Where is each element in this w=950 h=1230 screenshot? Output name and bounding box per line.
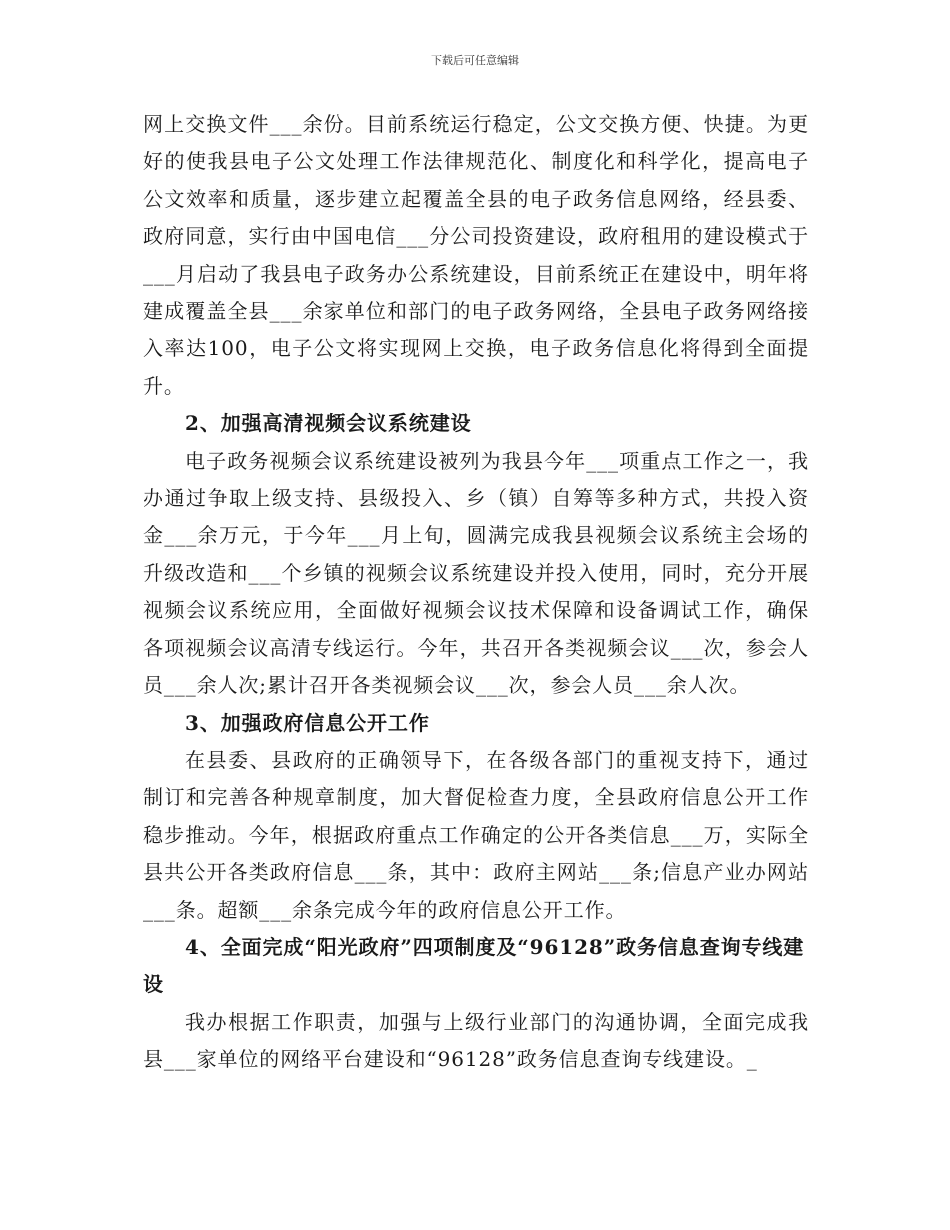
section-heading-4: 4、全面完成“阳光政府”四项制度及“96128”政务信息查询专线建设 (143, 934, 805, 997)
document-body (143, 106, 809, 1079)
page-header: 下载后可任意编辑 (431, 54, 519, 67)
paragraph-2: 电子政务视频会议系统建设被列为我县今年___项重点工作之一，我办通过争取上级支持、县级投入、乡（镇）自筹等多种方式，共投入资金___余万元，于今年___月上旬，圆满完成我县视频会议系统主会场的升级改造和___个乡镇的视频会议系统建设并投入使用，同时，充分开展视频会议系统应用，全面做好视频会议技术保障和设备调试工作，确保各项视频会议高清专线运行。今年，共召开各类视频会议___次，参会人员___余人次;累计召开各类视频会议___次，参会人员___余人次。 (143, 448, 809, 698)
section-heading-3: 3、加强政府信息公开工作 (185, 710, 430, 735)
paragraph-4: 我办根据工作职责，加强与上级行业部门的沟通协调，全面完成我县___家单位的网络平台建设和“96128”政务信息查询专线建设。_ (143, 1009, 809, 1072)
paragraph-1: 网上交换文件___余份。目前系统运行稳定，公文交换方便、快捷。为更好的使我县电子公文处理工作法律规范化、制度化和科学化，提高电子公文效率和质量，逐步建立起覆盖全县的电子政务信息网络，经县委、政府同意，实行由中国电信___分公司投资建设，政府租用的建设模式于___月启动了我县电子政务办公系统建设，目前系统正在建设中，明年将建成覆盖全县___余家单位和部门的电子政务网络，全县电子政务网络接入率达100，电子公文将实现网上交换，电子政务信息化将得到全面提升。 (143, 112, 809, 398)
paragraph-3: 在县委、县政府的正确领导下，在各级各部门的重视支持下，通过制订和完善各种规章制度，加大督促检查力度，全县政府信息公开工作稳步推动。今年，根据政府重点工作确定的公开各类信息___万，实际全县共公开各类政府信息___条，其中：政府主网站___条;信息产业办网站___条。超额___余条完成今年的政府信息公开工作。 (143, 747, 809, 922)
section-heading-2: 2、加强高清视频会议系统建设 (185, 411, 472, 436)
